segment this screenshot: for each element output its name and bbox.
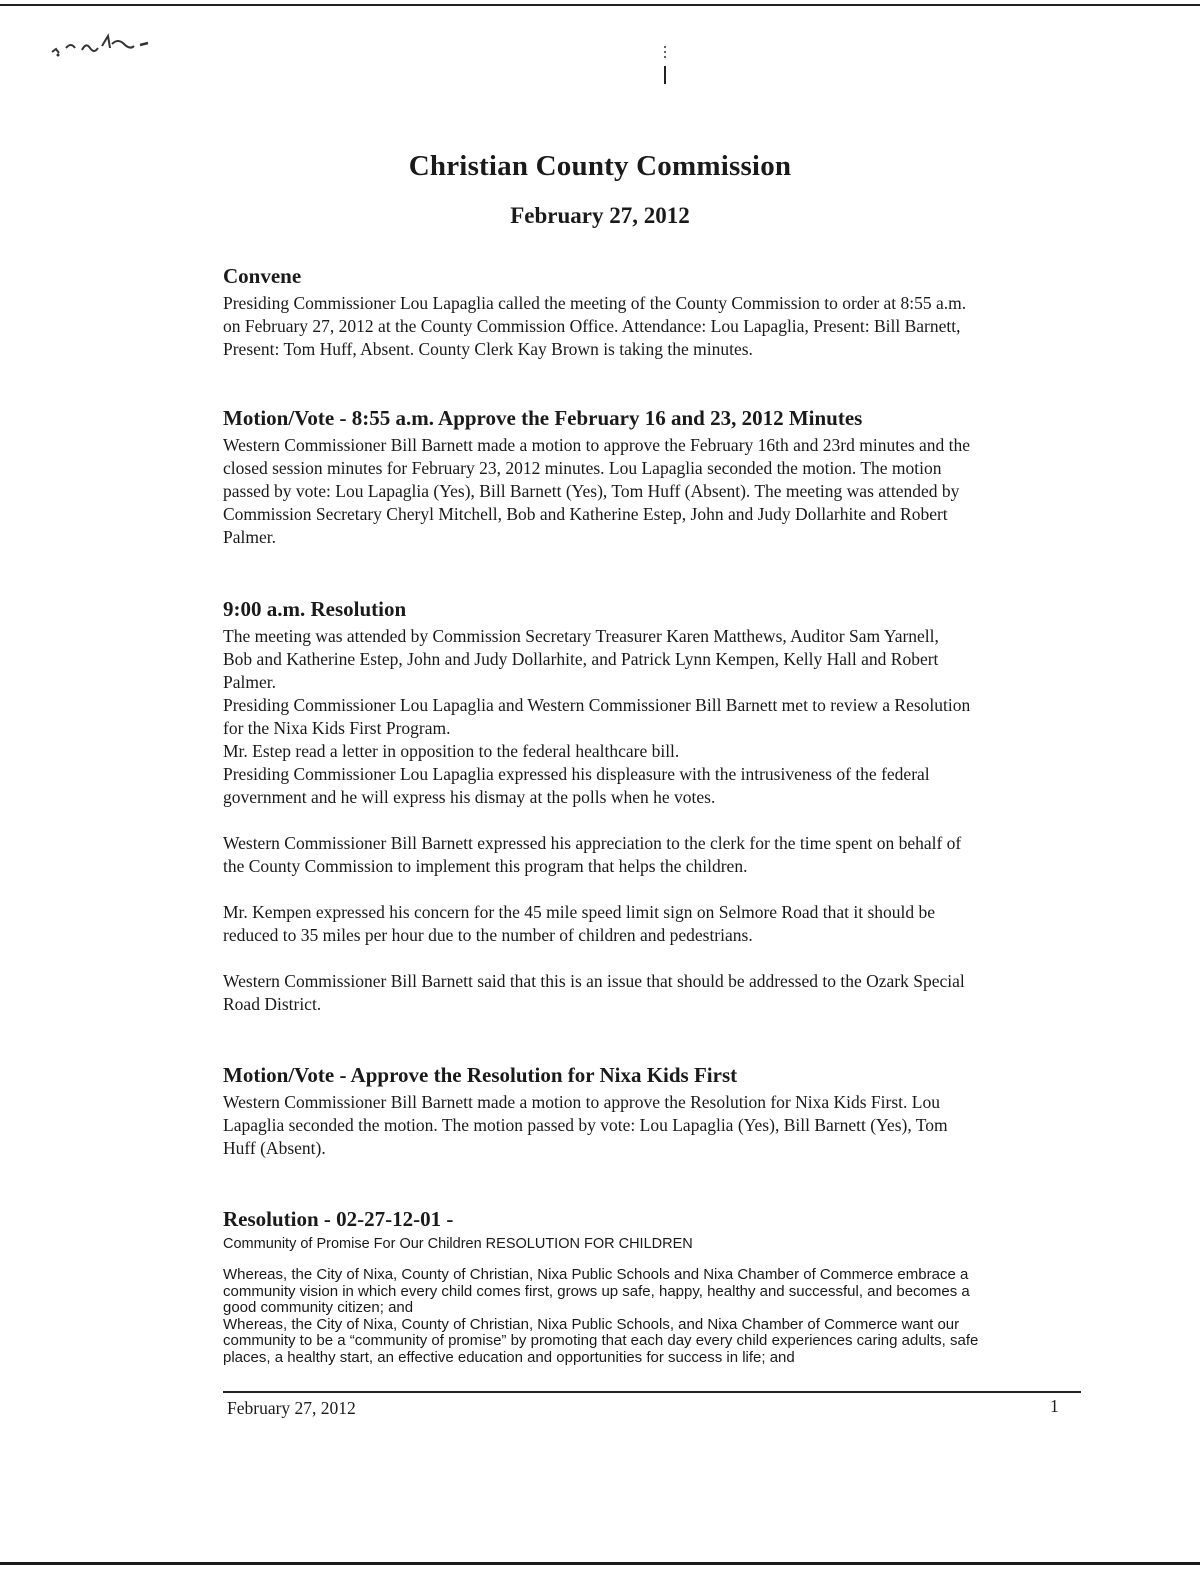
footer-date: February 27, 2012	[227, 1398, 356, 1418]
text-line: good community citizen; and	[223, 1299, 414, 1316]
text-line: Palmer.	[223, 527, 276, 547]
text-line: Western Commissioner Bill Barnett expressed his appreciation to the clerk for the time spent on behalf of	[223, 833, 962, 853]
section-heading: Convene	[223, 264, 302, 288]
text-line: government and he will express his dismay at the polls when he votes.	[223, 787, 716, 807]
text-line: Mr. Kempen expressed his concern for the 45 mile speed limit sign on Selmore Road that it should be	[223, 902, 936, 922]
text-line: Bob and Katherine Estep, John and Judy Dollarhite, and Patrick Lynn Kempen, Kelly Hall and Robert	[223, 649, 939, 669]
text-line: Presiding Commissioner Lou Lapaglia and Western Commissioner Bill Barnett met to review a Resolution	[223, 695, 971, 715]
scan-artifact-mark	[661, 44, 669, 86]
text-line: community vision in which every child comes first, grows up safe, happy, healthy and successful, and becomes a	[223, 1282, 970, 1300]
section-resolution-document	[223, 1207, 1083, 1366]
section-heading: Resolution - 02-27-12-01 -	[223, 1207, 454, 1231]
text-line: The meeting was attended by Commission Secretary Treasurer Karen Matthews, Auditor Sam Yarnell,	[223, 626, 939, 646]
text-line: Western Commissioner Bill Barnett made a motion to approve the Resolution for Nixa Kids First. Lou	[223, 1092, 940, 1112]
text-line: Huff (Absent).	[223, 1138, 326, 1158]
text-line: Road District.	[223, 994, 322, 1014]
text-line: Palmer.	[223, 672, 276, 692]
section-resolution-900	[223, 597, 1083, 1016]
text-line: reduced to 35 miles per hour due to the number of children and pedestrians.	[223, 925, 753, 945]
scan-top-border	[0, 4, 1200, 6]
section-minutes-vote	[223, 406, 1083, 549]
text-line: Whereas, the City of Nixa, County of Christian, Nixa Public Schools and Nixa Chamber of Commerce embrace a	[223, 1266, 969, 1283]
handwritten-mark	[46, 26, 158, 60]
text-line: the County Commission to implement this program that helps the children.	[223, 856, 748, 876]
footer-rule	[223, 1391, 1081, 1393]
text-line: Lapaglia seconded the motion. The motion passed by vote: Lou Lapaglia (Yes), Bill Barnett (Yes), Tom	[223, 1115, 948, 1135]
text-line: Present: Tom Huff, Absent. County Clerk Kay Brown is taking the minutes.	[223, 339, 753, 359]
section-nixa-vote	[223, 1063, 1083, 1160]
text-line: Presiding Commissioner Lou Lapaglia called the meeting of the County Commission to order at 8:55 a.m.	[223, 293, 967, 313]
document-title: Christian County Commission	[408, 150, 792, 182]
section-heading: Motion/Vote - 8:55 a.m. Approve the February 16 and 23, 2012 Minutes	[223, 406, 863, 430]
scan-bottom-border	[0, 1562, 1200, 1565]
text-line: Mr. Estep read a letter in opposition to the federal healthcare bill.	[223, 741, 680, 761]
section-convene	[223, 264, 1083, 361]
section-heading: Motion/Vote - Approve the Resolution for Nixa Kids First	[223, 1063, 738, 1087]
text-line: Whereas, the City of Nixa, County of Christian, Nixa Public Schools, and Nixa Chamber of Commerce want our	[223, 1315, 960, 1333]
text-line: Western Commissioner Bill Barnett made a motion to approve the February 16th and 23rd minutes and the	[223, 435, 971, 455]
text-line: for the Nixa Kids First Program.	[223, 718, 451, 738]
text-line: Western Commissioner Bill Barnett said that this is an issue that should be addressed to the Ozark Special	[223, 971, 965, 991]
text-line: passed by vote: Lou Lapaglia (Yes), Bill Barnett (Yes), Tom Huff (Absent). The meeting was attended by	[223, 481, 960, 501]
text-line: Commission Secretary Cheryl Mitchell, Bob and Katherine Estep, John and Judy Dollarhite and Robert	[223, 504, 948, 524]
text-line: places, a healthy start, an effective education and opportunities for success in life; and	[223, 1348, 795, 1366]
text-line: on February 27, 2012 at the County Commission Office. Attendance: Lou Lapaglia, Present: Bill Barnett,	[223, 316, 961, 336]
text-line: Presiding Commissioner Lou Lapaglia expressed his displeasure with the intrusiveness of the federal	[223, 764, 930, 784]
text-line: community to be a “community of promise” by promoting that each day every child experiences caring adults, safe	[223, 1332, 979, 1349]
page-number: 1	[1050, 1396, 1059, 1416]
resolution-subheading: Community of Promise For Our Children RESOLUTION FOR CHILDREN	[223, 1236, 693, 1252]
document-date: February 27, 2012	[510, 203, 690, 228]
text-line: closed session minutes for February 23, 2012 minutes. Lou Lapaglia seconded the motion. The motion	[223, 458, 942, 478]
section-heading: 9:00 a.m. Resolution	[223, 597, 407, 621]
